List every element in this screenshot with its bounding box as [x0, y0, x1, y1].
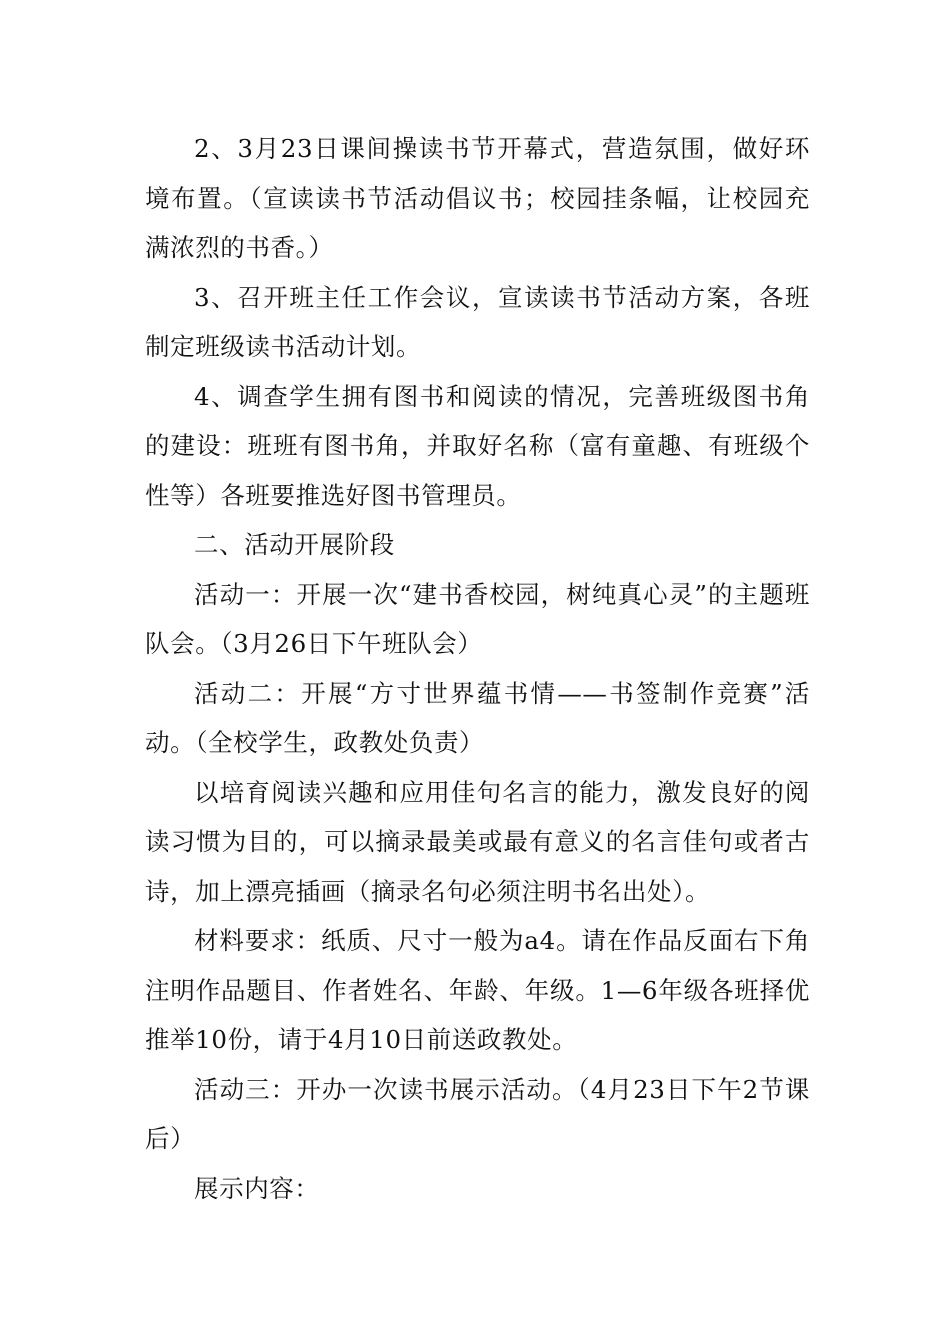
paragraph-display-content: 展示内容： — [194, 1173, 320, 1203]
paragraph-bookmark-goal: 以培育阅读兴趣和应用佳句名言的能力，激发良好的阅读习惯为目的，可以摘录最美或最有意义的名言佳句或者古诗，加上漂亮插画（摘录名句必须注明书名出处）。 — [145, 777, 810, 906]
paragraph-activity-three: 活动三：开办一次读书展示活动。（4月23日下午2节课后） — [145, 1074, 810, 1153]
paragraph-teacher-meeting: 3、召开班主任工作会议，宣读读书节活动方案，各班制定班级读书活动计划。 — [145, 282, 810, 361]
paragraph-book-corner-survey: 4、调查学生拥有图书和阅读的情况，完善班级图书角的建设：班班有图书角，并取好名称（富有童趣、有班级个性等）各班要推选好图书管理员。 — [145, 381, 810, 510]
section-heading-activity-stage: 二、活动开展阶段 — [194, 530, 395, 559]
paragraph-activity-two: 活动二：开展“方寸世界蕴书情——书签制作竞赛”活动。（全校学生，政教处负责） — [145, 678, 810, 757]
paragraph-activity-one: 活动一：开展一次“建书香校园，树纯真心灵”的主题班队会。（3月26日下午班队会） — [145, 579, 810, 658]
paragraph-opening-ceremony: 2、3月23日课间操读书节开幕式，营造氛围，做好环境布置。（宣读读书节活动倡议书；校园挂条幅，让校园充满浓烈的书香。） — [145, 134, 810, 262]
paragraph-material-requirements: 材料要求：纸质、尺寸一般为a4。请在作品反面右下角注明作品题目、作者姓名、年龄、年级。1—6年级各班择优推举10份，请于4月10日前送政教处。 — [145, 926, 810, 1054]
document-body — [145, 124, 810, 1213]
